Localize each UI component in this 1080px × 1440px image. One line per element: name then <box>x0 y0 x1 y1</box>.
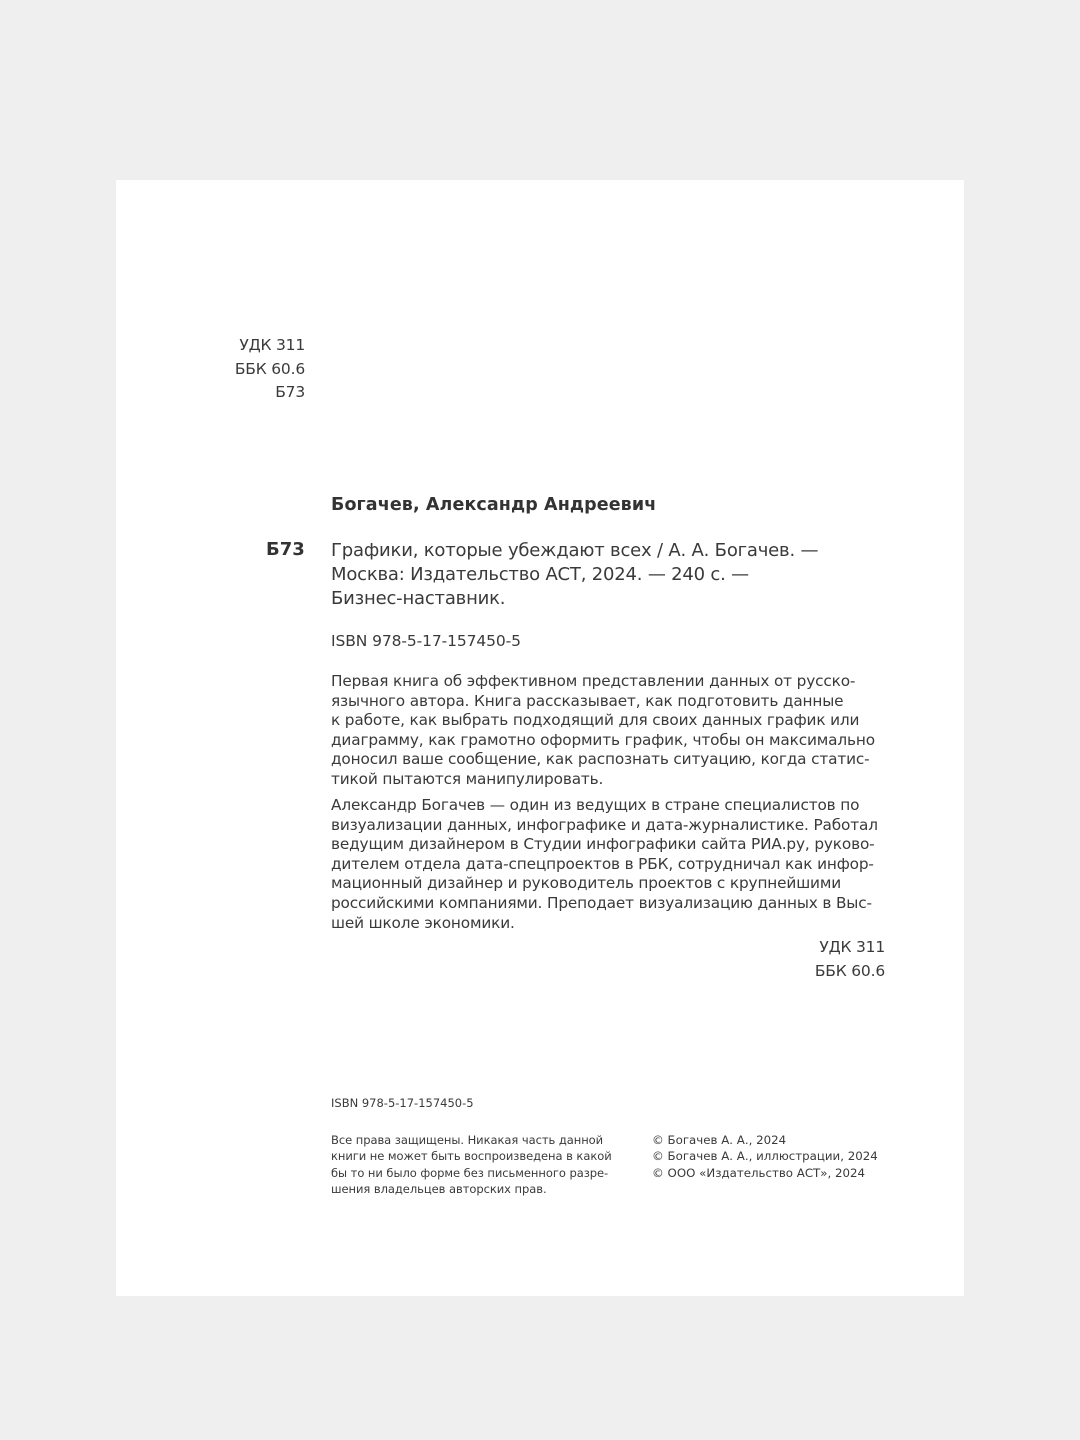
annotation-line: мационный дизайнер и руководитель проектов с крупнейшими <box>331 874 842 893</box>
annotation-line: диаграмму, как грамотно оформить график, чтобы он максимально <box>331 730 875 749</box>
isbn-footer: ISBN 978-5-17-157450-5 <box>331 1096 474 1110</box>
annotation-author <box>331 796 891 933</box>
classification-codes-top <box>216 334 305 405</box>
rights-line: книги не может быть воспроизведена в какой <box>331 1149 612 1164</box>
annotation-line: тикой пытаются манипулировать. <box>331 769 604 788</box>
classification-codes-bottom <box>815 936 885 983</box>
author-name: Богачев, Александр Андреевич <box>331 495 657 515</box>
annotation-line: дителем отдела дата-спецпроектов в РБК, сотрудничал как инфор- <box>331 854 874 873</box>
title-line: Бизнес-наставник. <box>331 588 506 609</box>
title-line: Графики, которые убеждают всех / А. А. Богачев. — <box>331 540 819 561</box>
annotation-line: Первая книга об эффективном представлении данных от русско- <box>331 672 856 690</box>
annotation-line: Александр Богачев — один из ведущих в стране специалистов по <box>331 796 860 814</box>
annotation-line: ведущим дизайнером в Студии инфографики сайта РИА.ру, руково- <box>331 835 875 854</box>
copyright-line: © Богачев А. А., 2024 <box>652 1133 787 1147</box>
rights-notice <box>331 1132 631 1198</box>
title-line: Москва: Издательство АСТ, 2024. — 240 с. — <box>331 564 749 585</box>
copyright-line: © Богачев А. А., иллюстрации, 2024 <box>652 1149 878 1164</box>
book-page <box>116 180 964 1296</box>
udk-code: УДК 311 <box>239 336 305 354</box>
annotation-line: шей школе экономики. <box>331 913 515 932</box>
isbn-main: ISBN 978-5-17-157450-5 <box>331 632 521 650</box>
annotation-line: визуализации данных, инфографике и дата-журналистике. Работал <box>331 815 878 834</box>
annotation-book <box>331 672 891 790</box>
copyright-line: © ООО «Издательство АСТ», 2024 <box>652 1165 866 1180</box>
bbk-code: ББК 60.6 <box>814 961 885 980</box>
author-mark: Б73 <box>266 539 305 560</box>
annotation-line: доносил ваше сообщение, как распознать ситуацию, когда статис- <box>331 750 870 769</box>
bibliographic-description <box>331 539 851 611</box>
rights-line: Все права защищены. Никакая часть данной <box>331 1133 604 1147</box>
annotation-line: язычного автора. Книга рассказывает, как подготовить данные <box>331 691 844 710</box>
rights-line: бы то ни было форме без письменного разре- <box>331 1165 609 1180</box>
author-mark-code: Б73 <box>275 383 305 401</box>
annotation-line: российскими компаниями. Преподает визуализацию данных в Выс- <box>331 893 872 912</box>
rights-line: шения владельцев авторских прав. <box>331 1182 547 1197</box>
bbk-code: ББК 60.6 <box>234 359 305 378</box>
udk-code: УДК 311 <box>819 938 885 956</box>
annotation-line: к работе, как выбрать подходящий для своих данных график или <box>331 711 860 730</box>
copyright-notices <box>652 1132 922 1181</box>
